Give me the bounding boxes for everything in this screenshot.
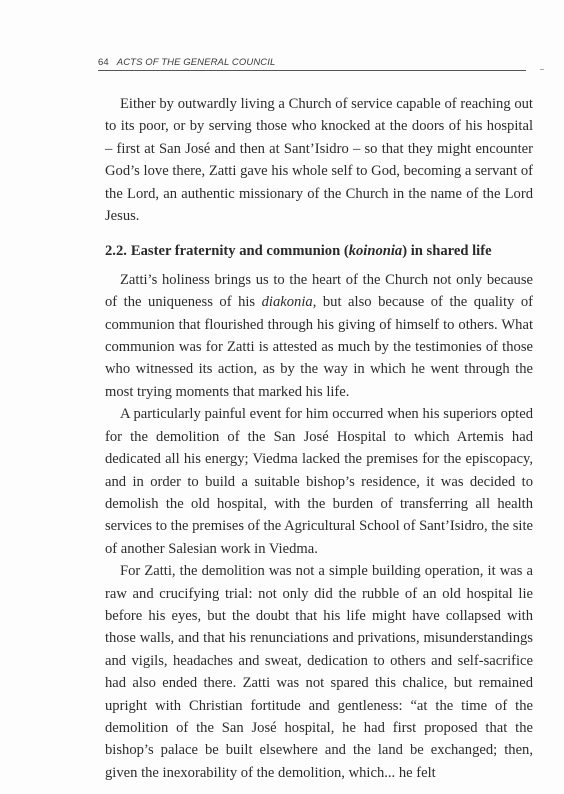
running-header-title: ACTS OF THE GENERAL COUNCIL	[116, 57, 276, 68]
section-heading	[105, 240, 533, 262]
intro-paragraph: Either by outwardly living a Church of service capable of reaching out to its poor, or by serving those who knocked at the doors of his hospital – first at San José and then at Sant’Isidro – so that they might encounter God’s love there, Zatti gave his whole self to God, becoming a servant of the Lord, an authentic missionary of the Church in the name of the Lord Jesus.	[105, 96, 533, 225]
running-header	[98, 50, 538, 68]
header-rule	[98, 70, 526, 71]
body-text	[105, 93, 533, 784]
paragraph-holiness-part-1: Zatti’s holiness brings us to the heart of the Church not only because of the uniqueness of his	[105, 271, 533, 311]
paragraph-demolition-event: A particularly painful event for him occurred when his superiors opted for the demolition of the San José Hospital to which Artemis had dedicated all his energy; Viedma lacked the premises for the episcopacy, and in order to build a suitable bishop’s residence, it was decided to demolish the old hospital, with the burden of transferring all health services to the premises of the Agricultural School of Sant’Isidro, the site of another Salesian work in Viedma.	[105, 406, 533, 557]
section-title-part-2: ) in shared life	[402, 243, 492, 260]
page-number: 64	[98, 57, 109, 68]
section-title-italic: koinonia	[348, 243, 403, 260]
paragraph-holiness	[105, 269, 533, 403]
section-number: 2.2.	[105, 243, 127, 260]
header-rule-tick	[540, 69, 544, 70]
paragraph-holiness-part-2: , but also because of the quality of communion that flourished through his giving of himself to others. What communion was for Zatti is attested as much by the testimonies of those who witnessed its action, as by the way in which he went through the most trying moments that marked his life.	[105, 294, 533, 400]
paragraph-holiness-italic: diakonia	[261, 294, 313, 311]
section-title-part-1: Easter fraternity and communion (	[130, 243, 349, 260]
paragraph-demolition-trial: For Zatti, the demolition was not a simple building operation, it was a raw and crucifying trial: not only did the rubble of an old hospital lie before his eyes, but the doubt that his life might have collapsed with those walls, and that his renunciations and privations, misunderstandings and vigils, headaches and sweat, dedication to others and self-sacrifice had also ended there. Zatti was not spared this chalice, but remained upright with Christian fortitude and gentleness: “at the time of the demolition of the San José hospital, he had first proposed that the bishop’s palace be built elsewhere and the land be exchanged; then, given the inexorability of the demolition, which... he felt	[105, 563, 533, 781]
